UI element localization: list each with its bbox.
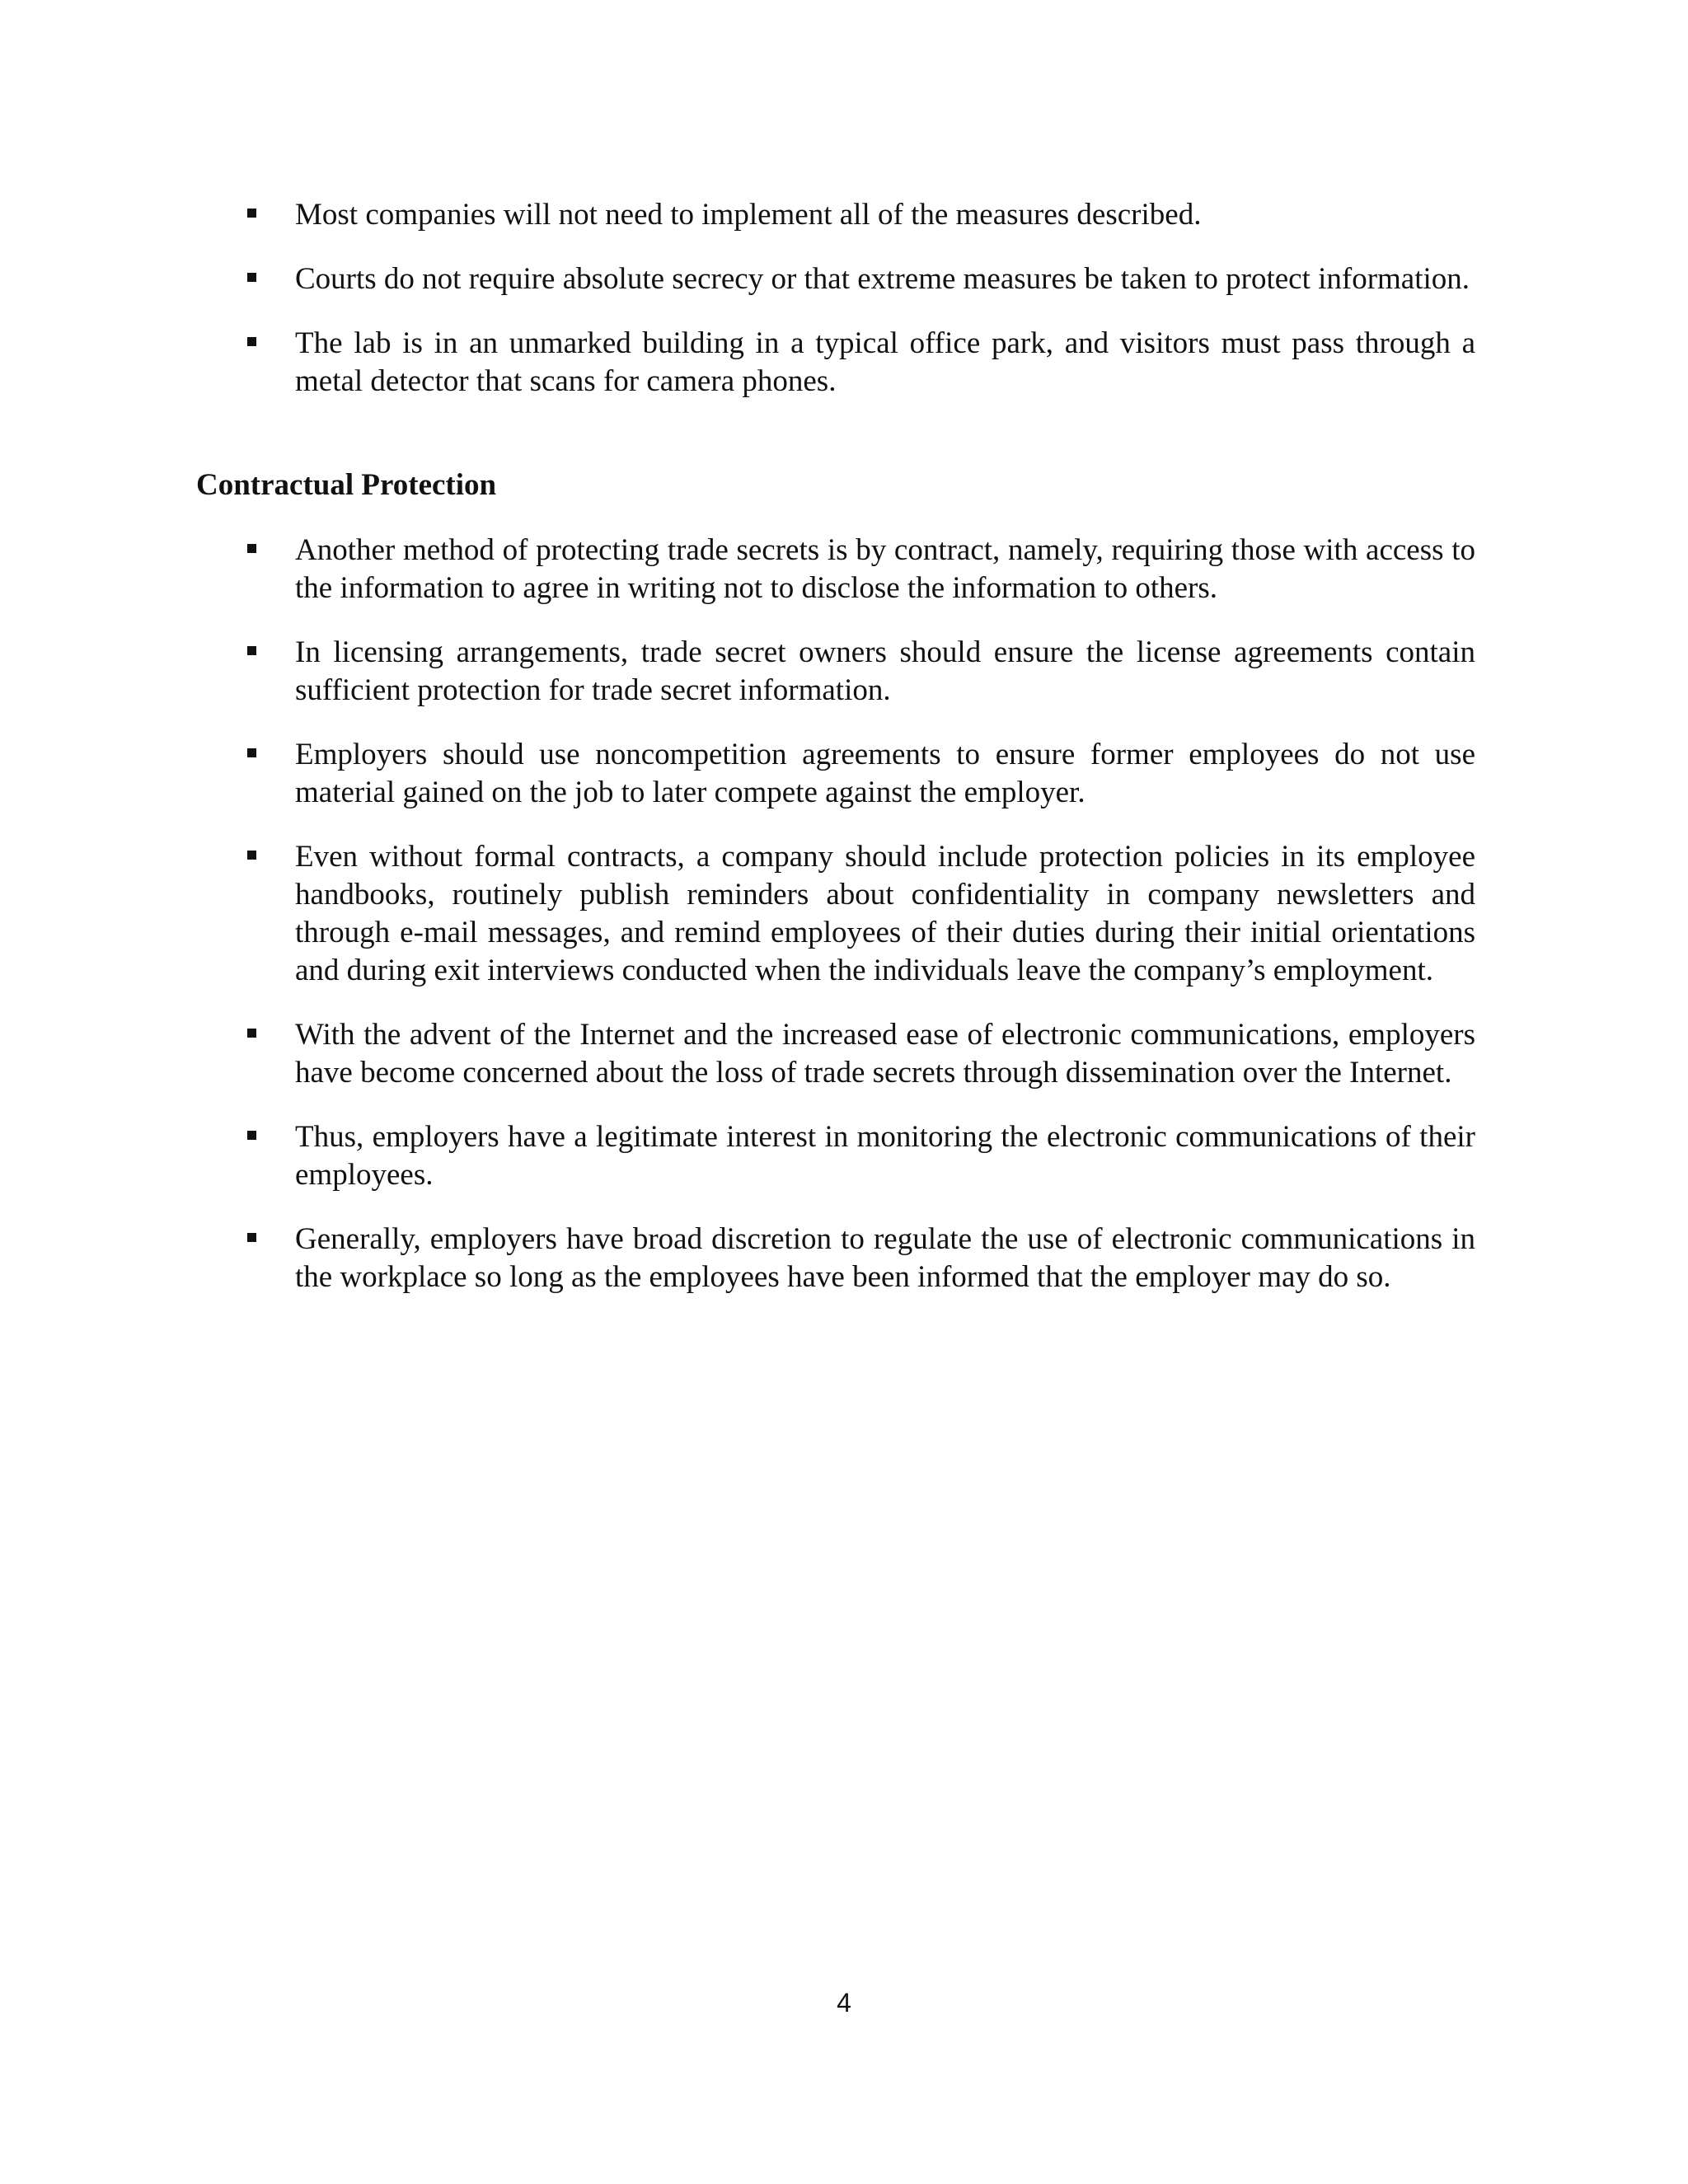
list-item [247,736,1475,812]
contractual-protection-list [247,532,1475,1323]
square-bullet-icon [247,1131,256,1140]
square-bullet-icon [247,209,256,218]
list-item-text: Another method of protecting trade secrets is by contract, namely, requiring those with access to the information to agree in writing not to disclose the information to others. [295,533,1475,605]
square-bullet-icon [247,1029,256,1038]
square-bullet-icon [247,544,256,553]
list-item-text: Employers should use noncompetition agreements to ensure former employees do not use material gained on the job to later compete against the employer. [295,738,1475,809]
list-item-text: The lab is in an unmarked building in a typical office park, and visitors must pass through a metal detector that scans for camera phones. [295,326,1475,398]
list-item-text: With the advent of the Internet and the increased ease of electronic communications, employers have become concerned about the loss of trade secrets through dissemination over the Internet. [295,1018,1475,1090]
list-item [247,838,1475,990]
list-item-text: Courts do not require absolute secrecy or that extreme measures be taken to protect information. [295,262,1470,296]
section-heading: Contractual Protection [196,468,497,502]
list-item-text: Generally, employers have broad discretion to regulate the use of electronic communications in the workplace so long as the employees have been informed that the employer may do so. [295,1222,1475,1294]
list-item-text: Thus, employers have a legitimate interest in monitoring the electronic communications of their employees. [295,1120,1475,1192]
square-bullet-icon [247,748,256,757]
list-item [247,260,1475,298]
square-bullet-icon [247,1233,256,1242]
list-item [247,1016,1475,1092]
list-item [247,1221,1475,1296]
list-item [247,634,1475,710]
list-item [247,532,1475,607]
square-bullet-icon [247,851,256,860]
list-item-text: Even without formal contracts, a company should include protection policies in its employee handbooks, routinely publish reminders about confidentiality in company newsletters and through e-mail messages, and remind employees of their duties during their initial orientations and during exit interviews conducted when the individuals leave the company’s employment. [295,840,1475,987]
square-bullet-icon [247,646,256,655]
list-item-text: Most companies will not need to implement all of the measures described. [295,198,1202,232]
page-number: 4 [837,1988,851,2018]
list-item [247,325,1475,401]
list-item [247,196,1475,234]
list-item-text: In licensing arrangements, trade secret owners should ensure the license agreements contain sufficient protection for trade secret information. [295,635,1475,707]
square-bullet-icon [247,273,256,282]
top-bullet-list [247,196,1475,427]
list-item [247,1118,1475,1194]
square-bullet-icon [247,337,256,346]
